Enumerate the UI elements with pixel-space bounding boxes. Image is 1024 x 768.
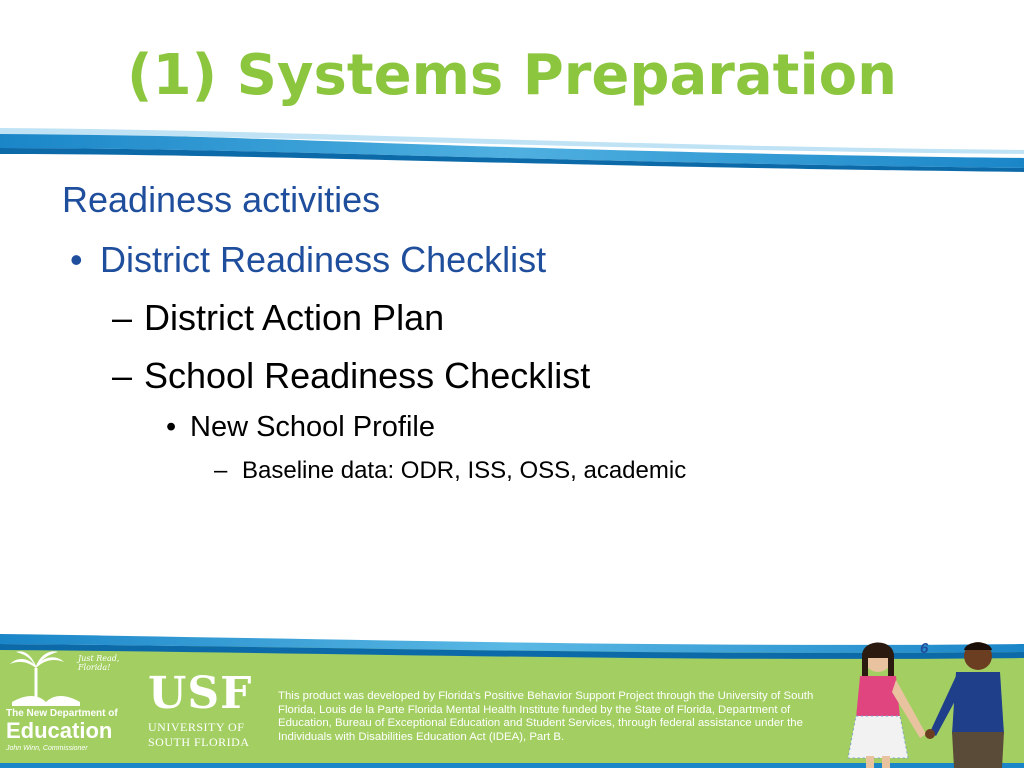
- slide-title: (1) Systems Preparation: [127, 43, 897, 108]
- bullet-text: District Action Plan: [144, 297, 445, 338]
- usf-wordmark: USF: [148, 668, 253, 719]
- doe-wordmark: Education: [6, 718, 113, 743]
- florida-doe-logo: [6, 648, 131, 758]
- bullet-level-2: [112, 352, 590, 400]
- dash-marker-icon: –: [214, 457, 228, 484]
- children-holding-hands-image: [838, 636, 1018, 768]
- bullet-level-4: [214, 454, 686, 488]
- bullet-text: Baseline data: ODR, ISS, OSS, academic: [242, 457, 687, 484]
- top-swoosh-decoration: [0, 118, 1024, 176]
- bullet-level-1: [70, 236, 546, 284]
- bullet-level-2: [112, 294, 444, 342]
- funding-disclaimer: This product was developed by Florida's Positive Behavior Support Project through the University of South Florida, Louis de la Parte Florida Mental Health Institute funded by the State of Florida, Department of Education, Bureau of Exceptional Education and Student Services, through federal assistance under the Individuals with Disabilities Education Act (IDEA), Part B.: [278, 690, 814, 743]
- bullet-dot-icon: •: [166, 411, 177, 443]
- bullet-text: District Readiness Checklist: [100, 239, 547, 280]
- doe-commissioner: John Winn, Commissioner: [6, 745, 88, 752]
- dash-marker-icon: –: [112, 297, 133, 338]
- bullet-text: School Readiness Checklist: [144, 355, 591, 396]
- usf-subtitle-1: UNIVERSITY OF: [148, 720, 245, 734]
- usf-logo: [148, 668, 256, 752]
- bullet-text: New School Profile: [190, 411, 435, 443]
- bullet-level-3: [166, 407, 435, 447]
- page-number: 6: [920, 640, 929, 657]
- dash-marker-icon: –: [112, 355, 133, 396]
- bullet-dot-icon: •: [70, 239, 83, 280]
- doe-tagline: The New Department of: [6, 708, 118, 719]
- section-heading: Readiness activities: [62, 179, 381, 220]
- doe-slogan: Just Read, Florida!: [78, 654, 120, 672]
- usf-subtitle-2: SOUTH FLORIDA: [148, 735, 250, 749]
